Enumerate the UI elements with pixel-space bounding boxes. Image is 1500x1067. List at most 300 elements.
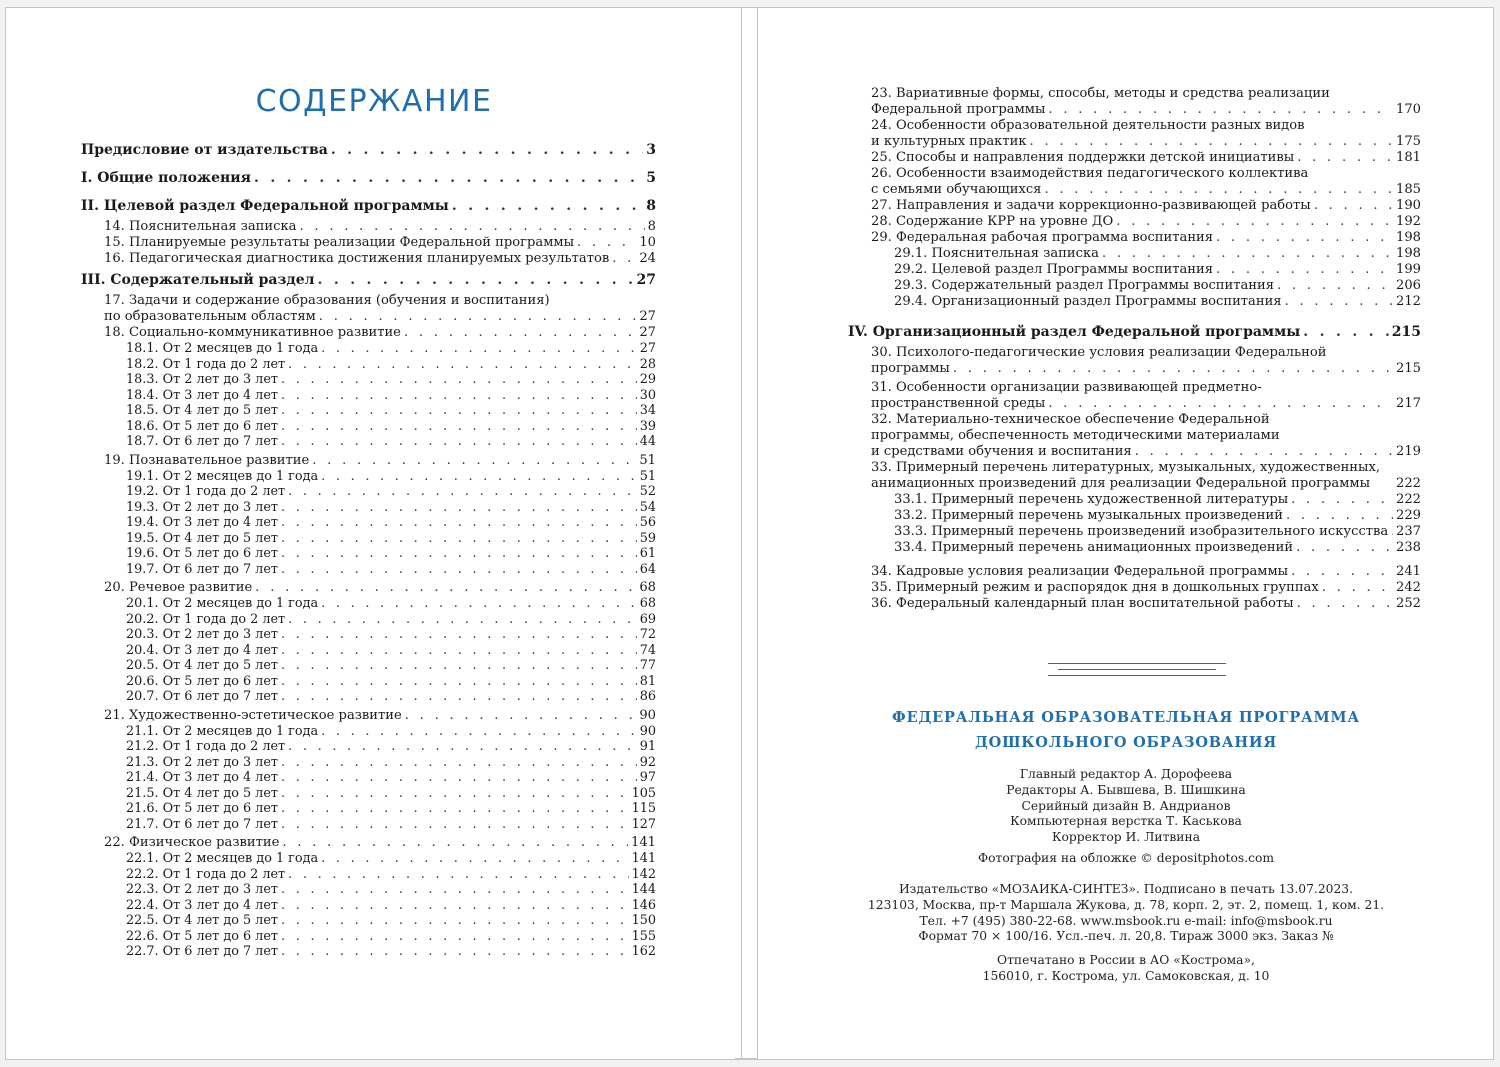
toc-item[interactable] (81, 689, 656, 705)
toc-title: 20. Речевое развитие (104, 580, 253, 595)
toc-title: 29. Федеральная рабочая программа воспитания (871, 230, 1214, 245)
leader-dots (1314, 198, 1393, 214)
toc-item[interactable] (81, 643, 656, 659)
toc-items-a (871, 86, 1421, 246)
toc-page: 68 (639, 596, 656, 611)
toc-item-line[interactable]: 24. Особенности образовательной деятельности разных видов (871, 118, 1305, 133)
toc-page: 10 (639, 235, 656, 250)
toc-title: 20.7. От 6 лет до 7 лет (126, 689, 278, 704)
toc-section[interactable] (81, 140, 656, 160)
toc-page: 3 (646, 142, 656, 158)
leader-dots (1102, 246, 1393, 262)
toc-page: 97 (639, 770, 656, 785)
toc-page: 127 (631, 816, 656, 832)
toc-page: 39 (639, 418, 656, 434)
leader-dots (281, 674, 637, 690)
ornament-line (1048, 675, 1226, 676)
toc-page: 237 (1396, 524, 1421, 539)
toc-item[interactable] (81, 219, 656, 235)
leader-dots (281, 770, 637, 786)
toc-page: 142 (631, 866, 656, 882)
toc-title: 18.2. От 1 года до 2 лет (126, 356, 286, 372)
toc-item[interactable] (81, 898, 656, 914)
toc-title: 18.3. От 2 лет до 3 лет (126, 372, 278, 387)
leader-dots (1296, 540, 1393, 556)
toc-page: 27 (636, 272, 656, 288)
toc-page: 28 (639, 356, 656, 372)
toc-page: 29 (639, 372, 656, 387)
toc-item-line[interactable]: 33. Примерный перечень литературных, музыкальных, художественных, (871, 460, 1381, 475)
toc-item[interactable] (81, 580, 656, 596)
toc-section[interactable] (81, 196, 656, 216)
toc-page: 217 (1396, 396, 1421, 411)
toc-page: 241 (1396, 564, 1421, 579)
toc-title: 33.4. Примерный перечень анимационных произведений (894, 540, 1294, 555)
leader-dots (321, 724, 637, 740)
toc-section[interactable] (81, 270, 656, 290)
leader-dots (288, 484, 637, 500)
toc-item[interactable] (871, 476, 1421, 492)
toc-item[interactable] (81, 851, 656, 867)
spine (742, 7, 757, 1060)
toc-items-b (871, 564, 1421, 612)
toc-title: по образовательным областям (104, 309, 316, 324)
toc-page: 8 (646, 198, 656, 214)
imprint-printed (758, 953, 1494, 985)
toc-item[interactable] (81, 835, 656, 851)
toc-item[interactable] (871, 508, 1421, 524)
leader-dots (1216, 262, 1393, 278)
toc-item[interactable] (871, 492, 1421, 508)
toc-title: 19.7. От 6 лет до 7 лет (126, 561, 278, 577)
toc-page: 105 (631, 785, 656, 801)
toc-item[interactable] (81, 801, 656, 817)
toc-title: 29.4. Организационный раздел Программы воспитания (894, 294, 1282, 309)
toc-title: 14. Пояснительная записка (104, 219, 297, 234)
toc-title: 21.3. От 2 лет до 3 лет (126, 754, 278, 770)
toc-page: 215 (1391, 324, 1421, 340)
toc-title: 22.2. От 1 года до 2 лет (126, 866, 286, 882)
toc-item[interactable] (81, 739, 656, 755)
toc-page: 24 (639, 251, 656, 266)
toc-item[interactable] (871, 396, 1421, 412)
toc-title: 35. Примерный режим и распорядок дня в дошкольных группах (871, 580, 1319, 595)
toc-title: Предисловие от издательства (81, 142, 328, 158)
toc-page: 69 (639, 611, 656, 627)
toc-title: и культурных практик (871, 134, 1027, 149)
toc-title: 21.4. От 3 лет до 4 лет (126, 770, 278, 785)
toc-item[interactable] (81, 724, 656, 740)
imprint-title (758, 705, 1494, 755)
toc-page: 146 (631, 897, 656, 913)
photo-credit: Фотография на обложке © depositphotos.com (977, 850, 1275, 865)
toc-title: 15. Планируемые результаты реализации Федеральной программы (104, 235, 574, 250)
toc-item[interactable] (81, 867, 656, 883)
toc-item[interactable] (81, 546, 656, 562)
toc-page: 141 (631, 851, 656, 866)
toc-item[interactable] (871, 361, 1421, 377)
toc-title: III. Содержательный раздел (81, 272, 315, 288)
ornament-line (1058, 669, 1216, 670)
toc-page: 27 (639, 325, 656, 340)
toc-page: 206 (1396, 278, 1421, 293)
toc-page: 175 (1396, 134, 1421, 149)
toc-title: 20.4. От 3 лет до 4 лет (126, 642, 278, 658)
leader-dots (1285, 294, 1393, 310)
toc-page: 5 (646, 170, 656, 186)
toc-item[interactable] (81, 251, 656, 267)
toc-item[interactable] (81, 562, 656, 578)
toc-item[interactable] (871, 524, 1421, 540)
imprint-credits (758, 767, 1494, 867)
toc-page: 34 (639, 403, 656, 418)
leader-dots (312, 453, 636, 469)
toc-title: IV. Организационный раздел Федеральной программы (848, 324, 1301, 340)
toc-title: 19.4. От 3 лет до 4 лет (126, 515, 278, 530)
toc-title: 21.6. От 5 лет до 6 лет (126, 801, 278, 816)
leader-dots (281, 372, 637, 388)
leader-dots (281, 658, 637, 674)
toc-title: 19.3. От 2 лет до 3 лет (126, 499, 278, 515)
publisher-line: 123103, Москва, пр-т Маршала Жукова, д. 78, корп. 2, эт. 2, помещ. 1, ком. 21. (867, 897, 1385, 912)
leader-dots (281, 403, 637, 419)
toc-item[interactable] (871, 102, 1421, 118)
toc-page: 192 (1396, 214, 1421, 229)
leader-dots (1286, 508, 1393, 524)
leader-dots (281, 419, 637, 435)
leader-dots (1216, 230, 1393, 246)
credit-line: Компьютерная верстка Т. Каськова (1010, 814, 1242, 829)
toc-title: Федеральной программы (871, 102, 1046, 117)
leader-dots (281, 786, 629, 802)
toc-item[interactable] (81, 708, 656, 724)
leader-dots (281, 913, 629, 929)
toc-title: 18.1. От 2 месяцев до 1 года (126, 341, 319, 356)
toc-item[interactable] (871, 596, 1421, 612)
leader-dots (281, 801, 629, 817)
toc-title: 22.7. От 6 лет до 7 лет (126, 944, 278, 959)
toc-item[interactable] (81, 309, 656, 325)
leader-dots (281, 388, 637, 404)
leader-dots (281, 898, 629, 914)
ornament-line (1048, 663, 1226, 664)
imprint-title-line: ДОШКОЛЬНОГО ОБРАЗОВАНИЯ (974, 734, 1277, 751)
credit-line: Серийный дизайн В. Андрианов (1021, 798, 1231, 813)
toc-item[interactable] (81, 434, 656, 450)
toc-page: 27 (639, 309, 656, 324)
toc-item-line[interactable]: 31. Особенности организации развивающей предметно- (871, 380, 1262, 395)
toc-page: 242 (1396, 580, 1421, 595)
toc-item[interactable] (81, 596, 656, 612)
toc-subs-33 (871, 492, 1421, 556)
leader-dots (1048, 102, 1393, 118)
leader-dots (282, 835, 628, 851)
toc-item-line[interactable]: 26. Особенности взаимодействия педагогического коллектива (871, 166, 1309, 181)
toc-item[interactable] (81, 235, 656, 251)
toc-item[interactable] (81, 674, 656, 690)
toc-page: 64 (639, 561, 656, 577)
toc-page: 90 (639, 707, 656, 723)
toc-title: программы (871, 361, 950, 376)
toc-page: 198 (1396, 230, 1421, 245)
toc-item[interactable] (871, 262, 1421, 278)
toc-title: 27. Направления и задачи коррекционно-развивающей работы (871, 198, 1311, 213)
toc-title: 18.6. От 5 лет до 6 лет (126, 418, 278, 434)
leader-dots (321, 341, 637, 357)
toc-page: 52 (639, 484, 656, 499)
toc-subs-29 (871, 246, 1421, 310)
toc-item[interactable] (81, 786, 656, 802)
toc-item[interactable] (81, 388, 656, 404)
leader-dots (281, 531, 637, 547)
toc-title: 22. Физическое развитие (104, 835, 280, 850)
toc-item[interactable] (871, 214, 1421, 230)
leader-dots (288, 357, 637, 373)
toc-title: 22.5. От 4 лет до 5 лет (126, 913, 278, 928)
toc-title: 21.7. От 6 лет до 7 лет (126, 816, 278, 832)
credit-line: Корректор И. Литвина (1051, 830, 1201, 845)
toc-page: 252 (1396, 596, 1421, 611)
leader-dots (1044, 182, 1393, 198)
toc-page: 86 (639, 689, 656, 704)
toc-item[interactable] (871, 230, 1421, 246)
toc-item[interactable] (81, 419, 656, 435)
toc-title: 19.5. От 4 лет до 5 лет (126, 530, 278, 546)
leader-dots (288, 612, 637, 628)
toc-title: 21.1. От 2 месяцев до 1 года (126, 723, 319, 739)
toc-page: 199 (1396, 262, 1421, 277)
leader-dots (1297, 596, 1393, 612)
leader-dots (281, 434, 637, 450)
publisher-line: Формат 70 × 100/16. Усл.-печ. л. 20,8. Тираж 3000 экз. Заказ № (918, 929, 1334, 944)
toc-title: 33.3. Примерный перечень произведений изобразительного искусства (894, 524, 1389, 539)
toc-page: 185 (1396, 182, 1421, 197)
toc-item-line[interactable]: 32. Материально-техническое обеспечение Федеральной (871, 412, 1270, 427)
toc-item[interactable] (871, 580, 1421, 596)
toc-title: 20.5. От 4 лет до 5 лет (126, 658, 278, 673)
toc-page: 44 (639, 434, 656, 449)
toc-title: 20.6. От 5 лет до 6 лет (126, 673, 278, 689)
toc-title: 28. Содержание КРР на уровне ДО (871, 214, 1114, 229)
toc-item[interactable] (81, 612, 656, 628)
toc-page: 115 (631, 801, 656, 816)
toc-item[interactable] (871, 198, 1421, 214)
publisher-line: Тел. +7 (495) 380-22-68. www.msbook.ru e-mail: info@msbook.ru (919, 913, 1333, 928)
leader-dots (281, 643, 637, 659)
toc-title: II. Целевой раздел Федеральной программы (81, 198, 449, 214)
toc-item[interactable] (81, 882, 656, 898)
imprint-title-line: ФЕДЕРАЛЬНАЯ ОБРАЗОВАТЕЛЬНАЯ ПРОГРАММА (892, 709, 1360, 726)
leader-dots (288, 867, 628, 883)
toc-page: 222 (1396, 492, 1421, 507)
toc-title: 29.2. Целевой раздел Программы воспитания (894, 262, 1213, 277)
toc-title: 34. Кадровые условия реализации Федеральной программы (871, 564, 1289, 579)
toc-item[interactable] (81, 531, 656, 547)
toc-page: 144 (631, 882, 656, 897)
toc-item[interactable] (871, 182, 1421, 198)
toc-title: 21.5. От 4 лет до 5 лет (126, 785, 278, 801)
toc-item[interactable] (871, 246, 1421, 262)
toc-item[interactable] (81, 500, 656, 516)
leader-dots (281, 929, 629, 945)
toc-page: 92 (639, 754, 656, 770)
toc-item-line[interactable]: программы, обеспеченность методическими материалами (871, 428, 1280, 443)
leader-dots (405, 708, 637, 724)
toc-title: и средствами обучения и воспитания (871, 444, 1132, 459)
toc-page: 30 (639, 387, 656, 403)
toc-page: 162 (631, 944, 656, 959)
toc-page: 68 (639, 580, 656, 595)
toc-page: 90 (639, 723, 656, 739)
toc-title: 21.2. От 1 года до 2 лет (126, 739, 286, 754)
toc-page: 56 (639, 515, 656, 530)
toc-item[interactable] (81, 944, 656, 960)
toc-page: 212 (1396, 294, 1421, 309)
leader-dots (281, 755, 637, 771)
toc-title: с семьями обучающихся (871, 182, 1042, 197)
imprint-publisher (758, 882, 1494, 945)
toc-item[interactable] (81, 469, 656, 485)
toc-item-line[interactable]: 23. Вариативные формы, способы, методы и средства реализации (871, 86, 1330, 101)
toc-title: 18.7. От 6 лет до 7 лет (126, 434, 278, 449)
toc-section[interactable] (81, 168, 656, 188)
leader-dots (288, 739, 637, 755)
toc-item[interactable] (81, 515, 656, 531)
toc-item[interactable] (81, 817, 656, 833)
toc-page: 170 (1396, 102, 1421, 117)
leader-dots (1277, 278, 1393, 294)
leader-dots (1297, 150, 1393, 166)
toc-item[interactable] (81, 913, 656, 929)
toc-page: 51 (639, 468, 656, 484)
leader-dots (281, 627, 637, 643)
toc-page: 198 (1396, 246, 1421, 261)
toc-title: 22.4. От 3 лет до 4 лет (126, 897, 278, 913)
publisher-line: Издательство «МОЗАИКА-СИНТЕЗ». Подписано в печать 13.07.2023. (898, 882, 1354, 896)
credit-line: Главный редактор А. Дорофеева (1019, 767, 1233, 781)
toc-item[interactable] (81, 453, 656, 469)
toc-section[interactable] (848, 322, 1421, 342)
leader-dots (1291, 492, 1393, 508)
toc-page: 77 (639, 658, 656, 673)
leader-dots (281, 882, 629, 898)
toc-page: 190 (1396, 198, 1421, 213)
leader-dots (255, 580, 636, 596)
toc-page: 27 (639, 341, 656, 356)
printed-line: Отпечатано в России в АО «Кострома», (997, 953, 1255, 967)
leader-dots (281, 515, 637, 531)
toc-title: I. Общие положения (81, 170, 251, 186)
toc-item[interactable] (871, 444, 1421, 460)
toc-title: 18. Социально-коммуникативное развитие (104, 325, 401, 340)
toc-title: 18.5. От 4 лет до 5 лет (126, 403, 278, 418)
toc-page: 150 (631, 913, 656, 928)
toc-title: 22.1. От 2 месяцев до 1 года (126, 851, 319, 866)
leader-dots (1291, 564, 1393, 580)
toc-item[interactable] (81, 929, 656, 945)
leader-dots (1391, 524, 1393, 540)
leader-dots (281, 562, 637, 578)
toc-item[interactable] (81, 325, 656, 341)
left-page (5, 7, 742, 1060)
toc-page: 61 (639, 546, 656, 561)
toc-page: 72 (639, 627, 656, 642)
toc-item[interactable] (81, 372, 656, 388)
toc-page: 222 (1396, 476, 1421, 491)
toc-item-line[interactable]: 17. Задачи и содержание образования (обучения и воспитания) (104, 293, 550, 308)
toc-item[interactable] (871, 278, 1421, 294)
toc-title: 36. Федеральный календарный план воспитательной работы (871, 596, 1294, 611)
toc-page: 54 (639, 499, 656, 515)
leader-dots (321, 596, 637, 612)
toc-title: 16. Педагогическая диагностика достижения планируемых результатов (104, 251, 610, 266)
toc-item-line[interactable]: 30. Психолого-педагогические условия реализации Федеральной (871, 345, 1327, 360)
toc-title: пространственной среды (871, 396, 1046, 411)
toc-item[interactable] (871, 134, 1421, 150)
leader-dots (281, 817, 629, 833)
toc-item[interactable] (871, 564, 1421, 580)
toc-page: 59 (639, 530, 656, 546)
toc-title: 29.1. Пояснительная записка (894, 246, 1099, 261)
toc-title: 25. Способы и направления поддержки детской инициативы (871, 150, 1295, 165)
toc-page: 8 (647, 219, 656, 234)
leader-dots (1116, 214, 1393, 230)
toc-item[interactable] (871, 540, 1421, 556)
leader-dots (281, 944, 629, 960)
leader-dots (321, 851, 628, 867)
page-title: СОДЕРЖАНИЕ (255, 84, 493, 119)
toc-title: 22.6. От 5 лет до 6 лет (126, 928, 278, 944)
toc-title: 20.3. От 2 лет до 3 лет (126, 627, 278, 642)
toc-page: 181 (1396, 150, 1421, 165)
toc-page: 51 (639, 452, 656, 468)
toc-item[interactable] (81, 341, 656, 357)
toc-item[interactable] (81, 357, 656, 373)
toc-page: 141 (631, 835, 656, 850)
toc-left (81, 140, 656, 960)
printed-line: 156010, г. Кострома, ул. Самоковская, д. 10 (982, 968, 1270, 983)
toc-title: 19.6. От 5 лет до 6 лет (126, 546, 278, 561)
toc-title: 18.4. От 3 лет до 4 лет (126, 387, 278, 403)
toc-title: 33.1. Примерный перечень художественной литературы (894, 492, 1289, 507)
toc-title: 33.2. Примерный перечень музыкальных произведений (894, 508, 1283, 523)
toc-page: 238 (1396, 540, 1421, 555)
toc-item[interactable] (81, 627, 656, 643)
toc-title: 22.3. От 2 лет до 3 лет (126, 882, 278, 897)
toc-title: 29.3. Содержательный раздел Программы воспитания (894, 278, 1275, 293)
toc-item[interactable] (871, 150, 1421, 166)
toc-title: 21. Художественно-эстетическое развитие (104, 707, 402, 723)
right-page (757, 7, 1494, 1060)
leader-dots (281, 500, 637, 516)
toc-title: 20.1. От 2 месяцев до 1 года (126, 596, 319, 611)
toc-item[interactable] (81, 658, 656, 674)
toc-right (848, 86, 1421, 612)
leader-dots (281, 546, 637, 562)
toc-page: 219 (1396, 444, 1421, 459)
toc-page: 215 (1396, 361, 1421, 376)
leader-dots (1322, 580, 1393, 596)
toc-item[interactable] (81, 770, 656, 786)
toc-page: 91 (639, 739, 656, 754)
toc-item[interactable] (871, 294, 1421, 310)
leader-dots (404, 325, 636, 341)
toc-item[interactable] (81, 484, 656, 500)
toc-item[interactable] (81, 403, 656, 419)
toc-item[interactable] (81, 755, 656, 771)
toc-page: 229 (1396, 508, 1421, 523)
leader-dots (1030, 134, 1393, 150)
